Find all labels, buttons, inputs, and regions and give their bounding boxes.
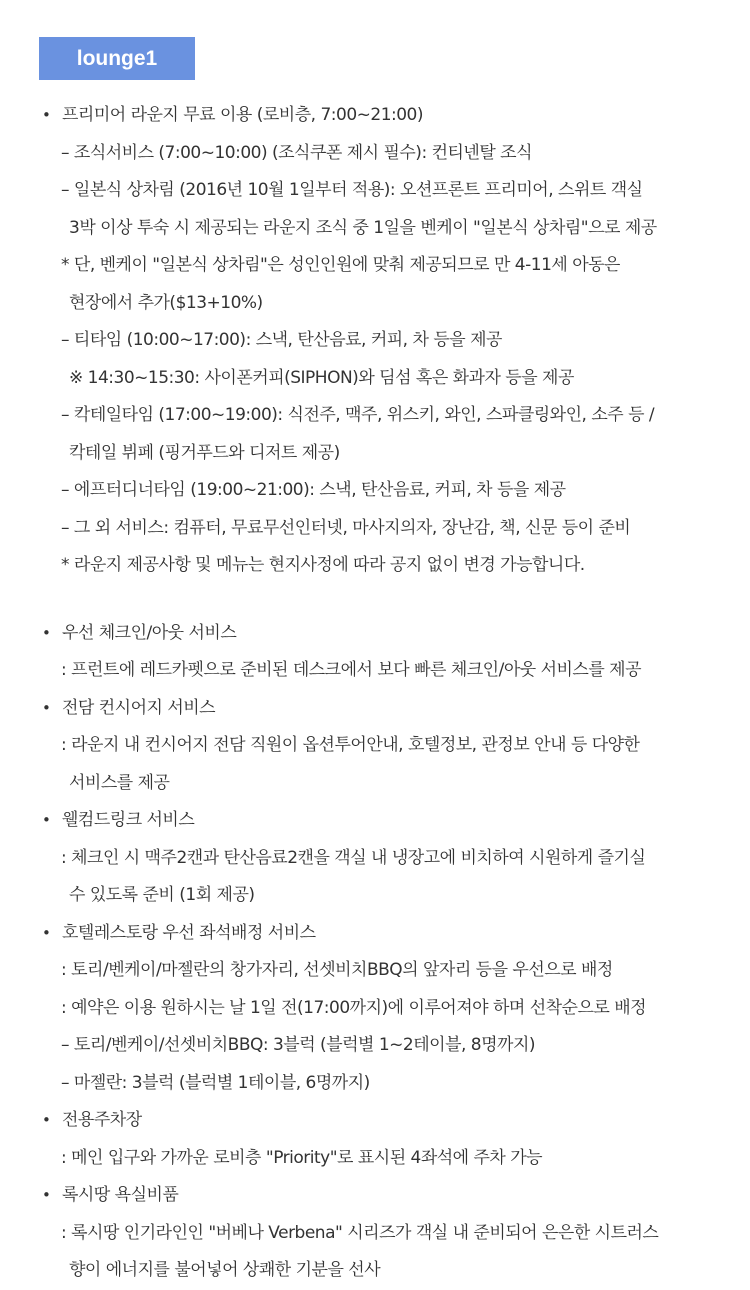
benefit-heading-text: 우선 체크인/아웃 서비스 bbox=[62, 622, 237, 643]
benefit-section bbox=[39, 690, 729, 803]
benefit-section bbox=[39, 802, 729, 915]
benefit-detail-line: 칵테일 뷔페 (핑거푸드와 디저트 제공) bbox=[69, 442, 340, 463]
benefit-detail-line: – 조식서비스 (7:00~10:00) (조식쿠폰 제시 필수): 컨티넨탈 조식 bbox=[61, 142, 533, 163]
benefit-detail-line: : 예약은 이용 원하시는 날 1일 전(17:00까지)에 이루어져야 하며 선착순으로 배정 bbox=[61, 997, 647, 1018]
benefit-heading bbox=[39, 802, 729, 840]
benefit-detail-line: 현장에서 추가($13+10%) bbox=[69, 292, 263, 313]
benefit-detail-line: : 체크인 시 맥주2캔과 탄산음료2캔을 객실 내 냉장고에 비치하여 시원하게 즐기실 bbox=[61, 847, 646, 868]
benefit-detail-line: * 단, 벤케이 "일본식 상차림"은 성인인원에 맞춰 제공되므로 만 4-11세 아동은 bbox=[61, 255, 620, 275]
page-title-badge: lounge1 bbox=[39, 37, 195, 80]
benefit-detail-line: : 토리/벤케이/마젤란의 창가자리, 선셋비치BBQ의 앞자리 등을 우선으로 배정 bbox=[61, 960, 613, 980]
benefit-detail-line: : 프런트에 레드카펫으로 준비된 데스크에서 보다 빠른 체크인/아웃 서비스를 제공 bbox=[61, 660, 642, 680]
benefit-detail-line: 향이 에너지를 불어넣어 상쾌한 기분을 선사 bbox=[69, 1260, 381, 1280]
benefit-detail-line: ※ 14:30~15:30: 사이폰커피(SIPHON)와 딤섬 혹은 화과자 등을 제공 bbox=[69, 367, 574, 388]
benefit-section bbox=[39, 1102, 729, 1177]
benefit-detail-line: * 라운지 제공사항 및 메뉴는 현지사정에 따라 공지 없이 변경 가능합니다. bbox=[61, 555, 585, 575]
benefit-section bbox=[39, 915, 729, 1103]
benefit-detail-line: – 마젤란: 3블럭 (블럭별 1테이블, 6명까지) bbox=[61, 1072, 370, 1093]
benefit-detail-line: 서비스를 제공 bbox=[69, 772, 170, 793]
bullet-icon: • bbox=[42, 698, 51, 717]
benefit-heading-text: 전용주차장 bbox=[62, 1110, 142, 1130]
benefit-heading-text: 록시땅 욕실비품 bbox=[62, 1185, 179, 1205]
benefit-heading-text: 전담 컨시어지 서비스 bbox=[62, 697, 216, 718]
benefit-section bbox=[39, 615, 729, 690]
benefit-detail-line: – 티타임 (10:00~17:00): 스낵, 탄산음료, 커피, 차 등을 제공 bbox=[61, 330, 502, 350]
benefit-detail-line: 수 있도록 준비 (1회 제공) bbox=[69, 885, 255, 905]
section-spacer bbox=[39, 585, 729, 615]
benefit-detail-line: : 메인 입구와 가까운 로비층 "Priority"로 표시된 4좌석에 주차 가능 bbox=[61, 1147, 543, 1168]
benefit-detail-line: – 에프터디너타임 (19:00~21:00): 스낵, 탄산음료, 커피, 차 등을 제공 bbox=[61, 480, 566, 500]
benefit-heading-text: 호텔레스토랑 우선 좌석배정 서비스 bbox=[62, 922, 316, 943]
bullet-icon: • bbox=[42, 1111, 51, 1129]
benefit-detail-line: – 토리/벤케이/선셋비치BBQ: 3블럭 (블럭별 1~2테이블, 8명까지) bbox=[61, 1035, 536, 1055]
benefit-heading bbox=[39, 1102, 729, 1140]
benefit-detail-line: – 그 외 서비스: 컴퓨터, 무료무선인터넷, 마사지의자, 장난감, 책, 신문 등이 준비 bbox=[61, 517, 631, 538]
benefit-detail-line: – 칵테일타임 (17:00~19:00): 식전주, 맥주, 위스키, 와인, 스파클링와인, 소주 등 / bbox=[61, 405, 655, 425]
benefit-detail-line: – 일본식 상차림 (2016년 10월 1일부터 적용): 오션프론트 프리미어, 스위트 객실 bbox=[61, 180, 643, 200]
benefit-heading bbox=[39, 690, 729, 728]
benefit-heading-text: 프리미어 라운지 무료 이용 (로비층, 7:00~21:00) bbox=[62, 105, 424, 125]
bullet-icon: • bbox=[42, 923, 51, 942]
benefit-detail-line: 3박 이상 투숙 시 제공되는 라운지 조식 중 1일을 벤케이 "일본식 상차림"으로 제공 bbox=[69, 217, 657, 238]
bullet-icon: • bbox=[42, 106, 51, 124]
benefit-section bbox=[39, 1177, 729, 1290]
benefit-detail-line: : 록시땅 인기라인인 "버베나 Verbena" 시리즈가 객실 내 준비되어 은은한 시트러스 bbox=[61, 1222, 659, 1243]
bullet-icon: • bbox=[42, 1186, 51, 1204]
bullet-icon: • bbox=[42, 623, 51, 642]
benefit-detail-line: : 라운지 내 컨시어지 전담 직원이 옵션투어안내, 호텔정보, 관정보 안내 등 다양한 bbox=[61, 735, 640, 755]
benefit-heading-text: 웰컴드링크 서비스 bbox=[62, 810, 195, 830]
bullet-icon: • bbox=[42, 811, 51, 829]
benefit-heading bbox=[39, 915, 729, 953]
amenities-list bbox=[39, 97, 729, 1290]
benefit-heading bbox=[39, 1177, 729, 1215]
benefit-heading bbox=[39, 97, 729, 135]
benefit-heading bbox=[39, 615, 729, 653]
benefit-section bbox=[39, 97, 729, 585]
